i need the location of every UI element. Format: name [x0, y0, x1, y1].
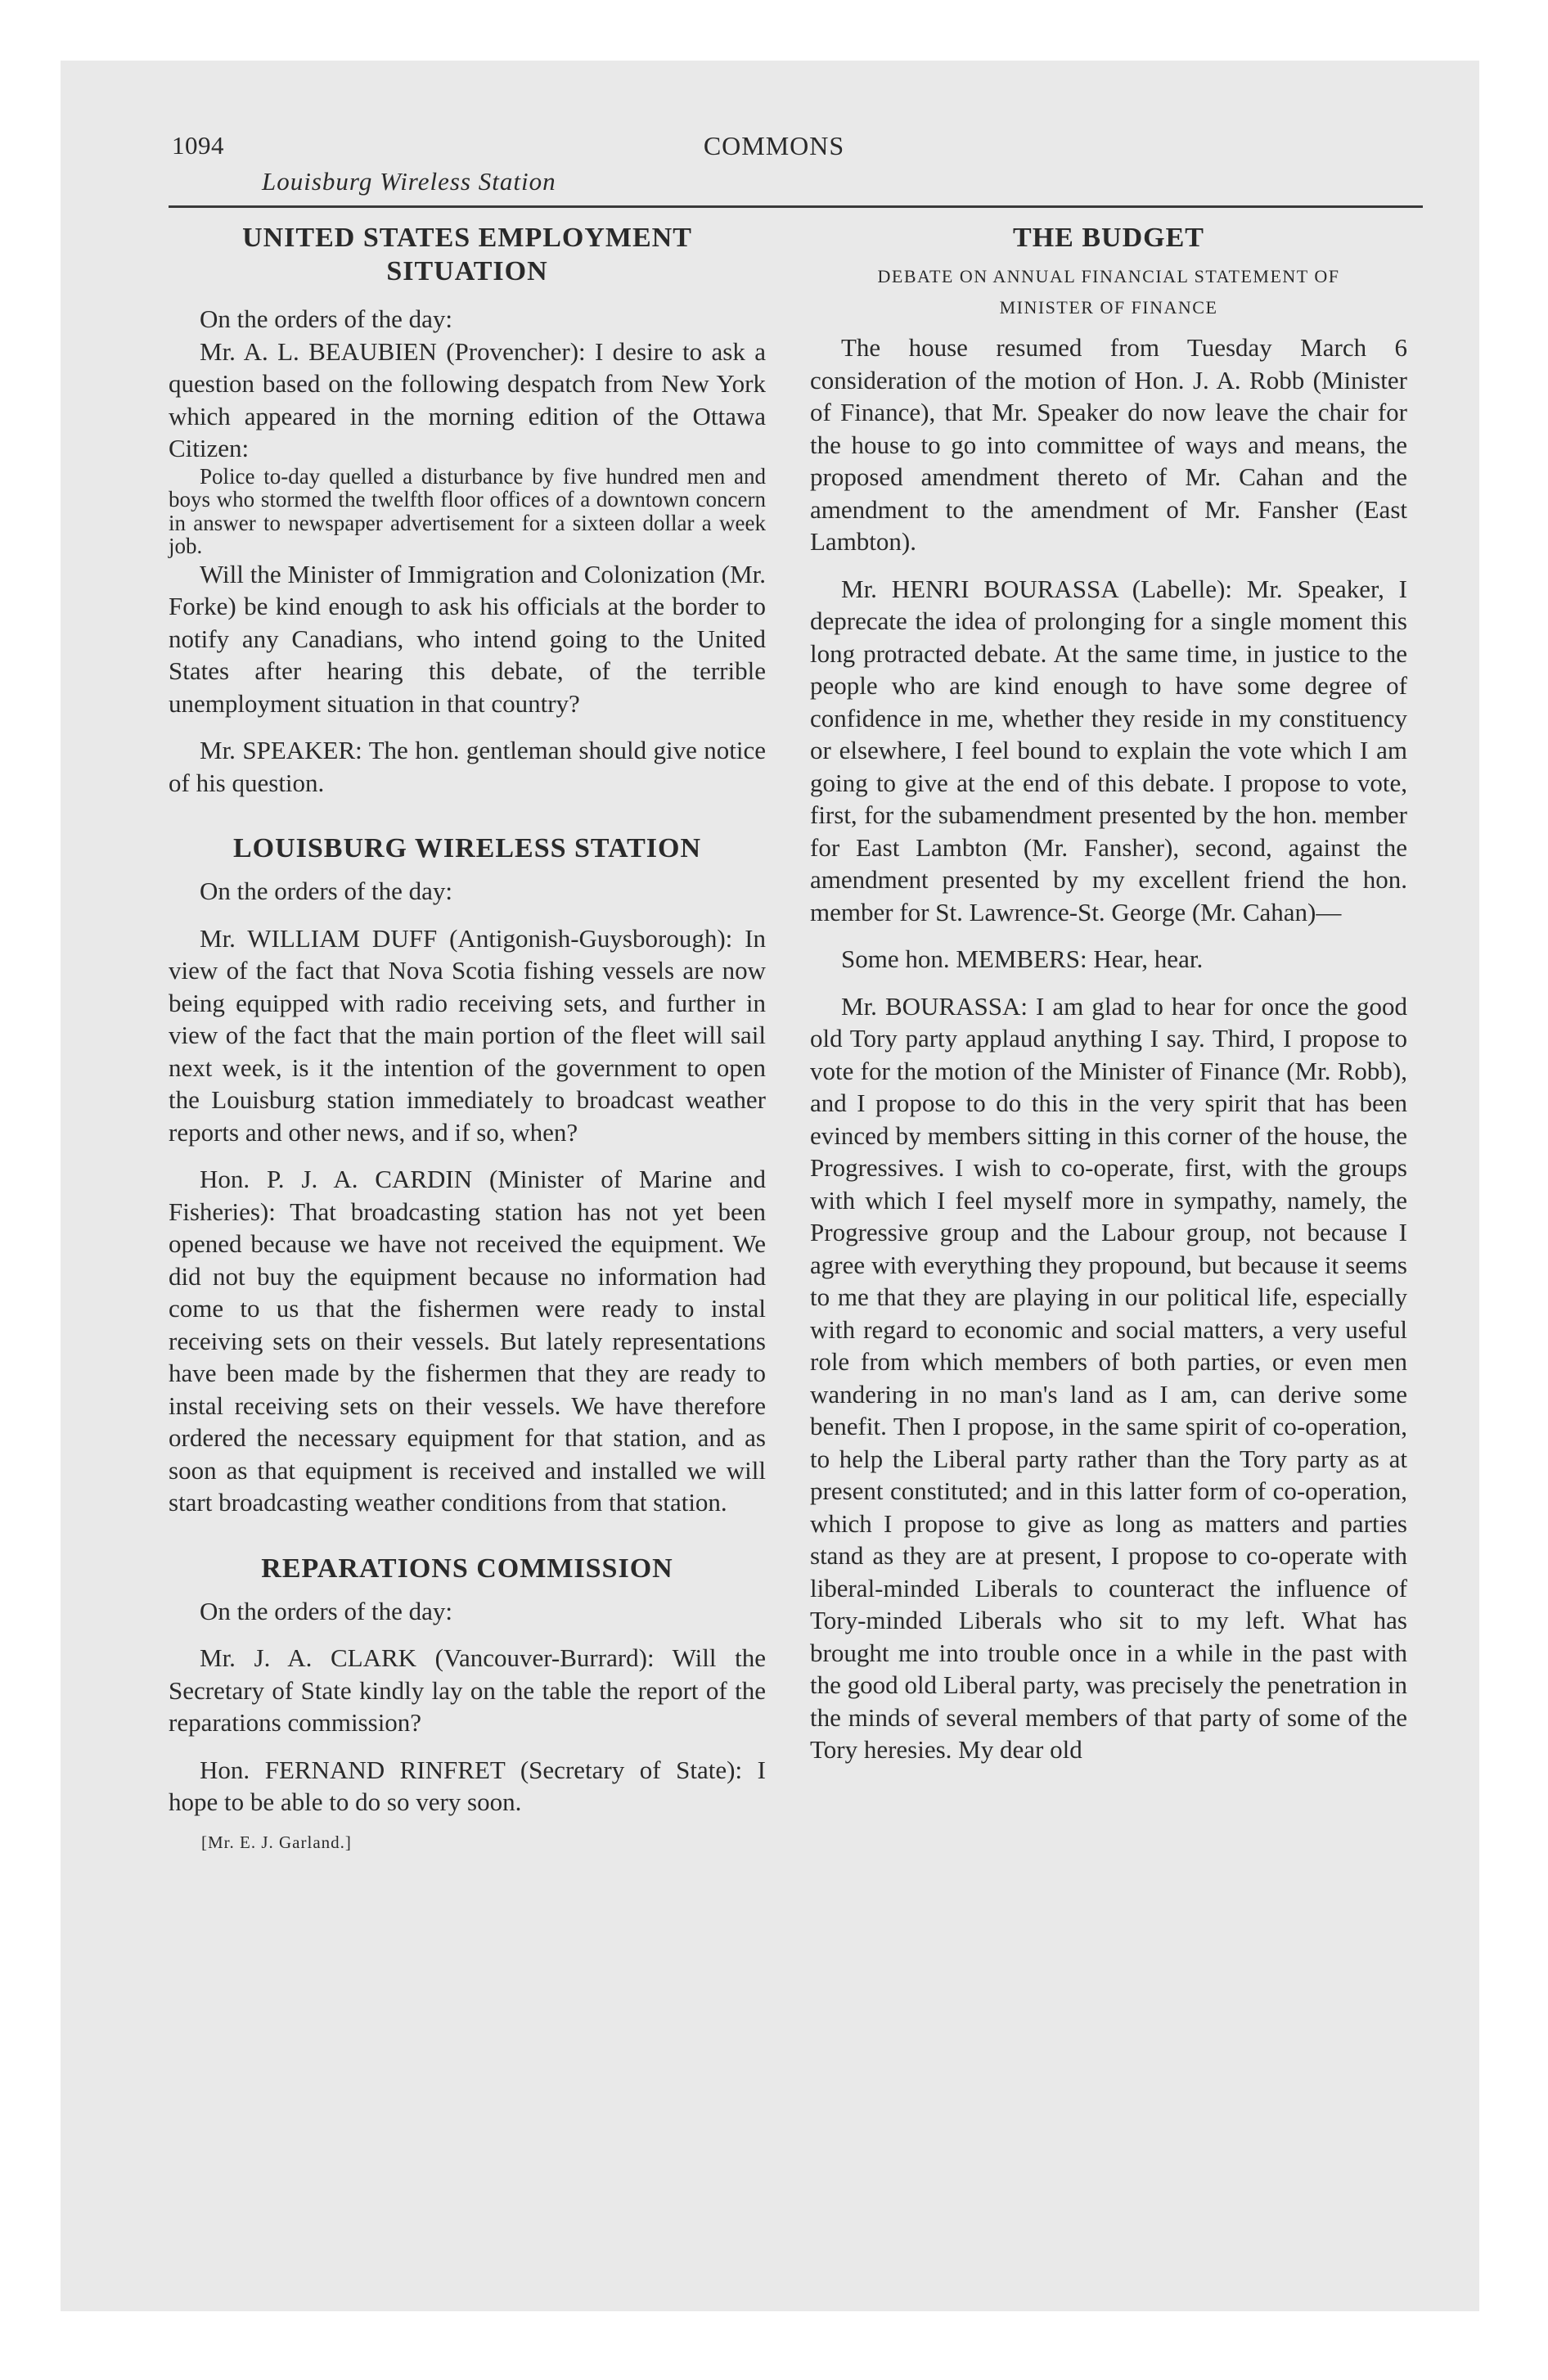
left-column	[169, 221, 766, 1859]
beaubien-question: Mr. A. L. BEAUBIEN (Provencher): I desire to ask a question based on the following despatch from New York which appeared in the morning edition of the Ottawa Citizen:	[169, 336, 766, 462]
orders-of-the-day: On the orders of the day:	[200, 304, 453, 333]
section-title-employment: UNITED STATES EMPLOYMENT SITUATION	[242, 223, 692, 286]
orders-of-the-day: On the orders of the day:	[200, 1596, 453, 1625]
bourassa-speech-1: Mr. HENRI BOURASSA (Labelle): Mr. Speaker, I deprecate the idea of prolonging for a single moment this long protracted debate. At the same time, in justice to the people who are kind enough to have some degree of confidence in me, whether they reside in my constituency or elsewhere, I feel bound to explain the vote which I am going to give at the end of this debate. I propose to vote, first, for the subamendment presented by the hon. member for East Lambton (Mr. Fansher), second, against the amendment presented by my excellent friend the hon. member for St. Lawrence-St. George (Mr. Cahan)—	[810, 574, 1407, 926]
right-column	[810, 221, 1407, 1766]
section-title-budget: THE BUDGET	[1013, 223, 1204, 253]
page-heading: COMMONS	[703, 131, 845, 160]
house-resumed: The house resumed from Tuesday March 6 consideration of the motion of Hon. J. A. Robb (Minister of Finance), that Mr. Speaker do now leave the chair for the house to go into committee of ways and means, the proposed amendment thereto of Mr. Cahan and the amendment to the amendment of Mr. Fansher (East Lambton).	[810, 333, 1407, 556]
running-title: Louisburg Wireless Station	[262, 167, 556, 196]
rinfret-answer: Hon. FERNAND RINFRET (Secretary of State): I hope to be able to do so very soon.	[169, 1755, 766, 1816]
speaker-reply: Mr. SPEAKER: The hon. gentleman should give notice of his question.	[169, 736, 766, 797]
section-title-louisburg: LOUISBURG WIRELESS STATION	[232, 833, 702, 863]
orders-of-the-day: On the orders of the day:	[200, 877, 453, 905]
duff-question: Mr. WILLIAM DUFF (Antigonish-Guysborough): In view of the fact that Nova Scotia fishing vessels are now being equipped with radio receiving sets, and further in view of the fact that the main portion of the fleet will sail next week, is it the intention of the government to open the Louisburg station immediately to broadcast weather reports and other news, and if so, when?	[169, 923, 766, 1147]
header-rule	[169, 205, 1423, 208]
budget-subtitle: DEBATE ON ANNUAL FINANCIAL STATEMENT OF MINISTER OF FINANCE	[877, 266, 1340, 318]
bourassa-speech-2: Mr. BOURASSA: I am glad to hear for once the good old Tory party applaud anything I say. Third, I propose to vote for the motion of the Minister of Finance (Mr. Robb), and I propose to do this in the very spirit that has been evinced by members sitting in this corner of the house, the Progressives. I wish to co-operate, first, with the groups with which I feel myself more in sympathy, namely, the Progressive group and the Labour group, not because I agree with everything they propound, but because it seems to me that they are playing in our political life, especially with regard to economic and social matters, a very useful role from which members of both parties, or even men wandering in no man's land as I am, can derive some benefit. Then I propose, in the same spirit of co-operation, to help the Liberal party rather than the Tory party as at present constituted; and in this latter form of co-operation, which I propose to give as long as matters and parties stand as they are at present, I propose to co-operate with liberal-minded Liberals to counteract the influence of Tory-minded Liberals who sit to my left. What has brought me into trouble once in a while in the past with the good old Liberal party, was precisely the penetration in the minds of several members of that party of some of the Tory heresies. My dear old	[810, 991, 1407, 1764]
beaubien-followup: Will the Minister of Immigration and Colonization (Mr. Forke) be kind enough to ask his officials at the border to notify any Canadians, who intend going to the United States after hearing this debate, of the terrible unemployment situation in that country?	[169, 559, 766, 718]
clark-question: Mr. J. A. CLARK (Vancouver-Burrard): Will the Secretary of State kindly lay on the table the report of the reparations commission?	[169, 1643, 766, 1737]
members-interjection: Some hon. MEMBERS: Hear, hear.	[841, 944, 1204, 973]
speaker-footnote: [Mr. E. J. Garland.]	[201, 1832, 352, 1852]
page-number: 1094	[172, 131, 224, 160]
news-despatch-quote: Police to-day quelled a disturbance by five hundred men and boys who stormed the twelfth floor offices of a downtown concern in answer to newspaper advertisement for a sixteen dollar a week job.	[169, 463, 766, 558]
cardin-answer: Hon. P. J. A. CARDIN (Minister of Marine and Fisheries): That broadcasting station has not yet been opened because we have not received the equipment. We did not buy the equipment because no information had come to us that the fishermen were ready to instal receiving sets on their vessels. But lately representations have been made by the fishermen that they are ready to instal receiving sets on their vessels. We have therefore ordered the necessary equipment for that station, and as soon as that equipment is received and installed we will start broadcasting weather conditions from that station.	[169, 1165, 766, 1517]
section-title-reparations: REPARATIONS COMMISSION	[261, 1553, 673, 1584]
